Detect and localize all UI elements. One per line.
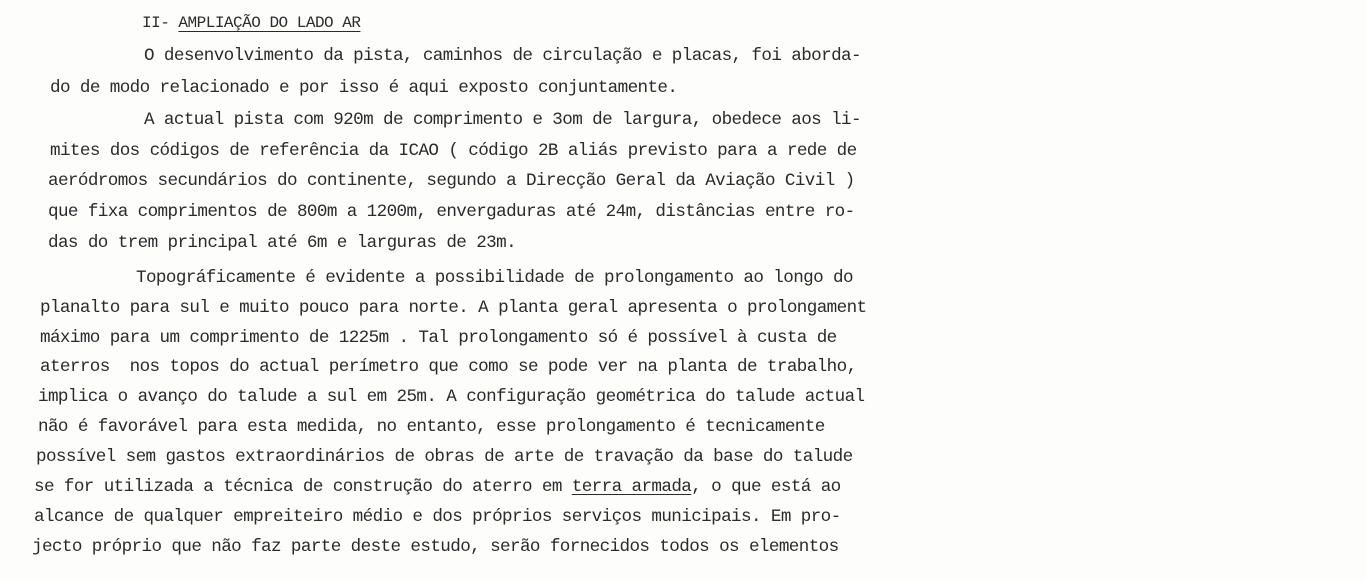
text-line: das do trem principal até 6m e larguras de 23m. <box>48 233 517 253</box>
text-line <box>34 476 841 498</box>
text-line: do de modo relacionado e por isso é aqui exposto conjuntamente. <box>50 78 678 98</box>
text-line: Topográficamente é evidente a possibilidade de prolongamento ao longo do <box>136 268 853 288</box>
text-line: não é favorável para esta medida, no entanto, esse prolongamento é tecnicamente <box>38 417 825 437</box>
text-line: planalto para sul e muito pouco para norte. A planta geral apresenta o prolongament <box>40 298 867 318</box>
text-line-part: , o que está ao <box>691 477 841 497</box>
section-number: II- <box>142 14 170 32</box>
text-line: jecto próprio que não faz parte deste estudo, serão fornecidos todos os elementos <box>32 537 839 557</box>
underlined-term: terra armada <box>571 477 692 497</box>
text-line: alcance de qualquer empreiteiro médio e dos próprios serviços municipais. Em pro- <box>34 507 841 527</box>
text-line: possível sem gastos extraordinários de obras de arte de travação da base do talude <box>36 447 853 467</box>
text-line: máximo para um comprimento de 1225m . Tal prolongamento só é possível à custa de <box>40 328 837 348</box>
text-line: mites dos códigos de referência da ICAO ( código 2B aliás previsto para a rede de <box>50 141 857 161</box>
section-heading <box>142 12 360 34</box>
text-line-part: se for utilizada a técnica de construção do aterro em <box>34 477 572 497</box>
text-line: que fixa comprimentos de 800m a 1200m, envergaduras até 24m, distâncias entre ro- <box>48 202 855 222</box>
text-line: O desenvolvimento da pista, caminhos de circulação e placas, foi aborda- <box>144 46 861 66</box>
text-line: aeródromos secundários do continente, segundo a Direcção Geral da Aviação Civil ) <box>48 171 855 191</box>
text-line: A actual pista com 920m de comprimento e 3om de largura, obedece aos li- <box>144 110 861 130</box>
text-line: aterros nos topos do actual perímetro que como se pode ver na planta de trabalho, <box>40 357 857 377</box>
text-line: implica o avanço do talude a sul em 25m. A configuração geométrica do talude actual <box>38 387 865 407</box>
section-title: AMPLIAÇÃO DO LADO AR <box>178 14 361 32</box>
